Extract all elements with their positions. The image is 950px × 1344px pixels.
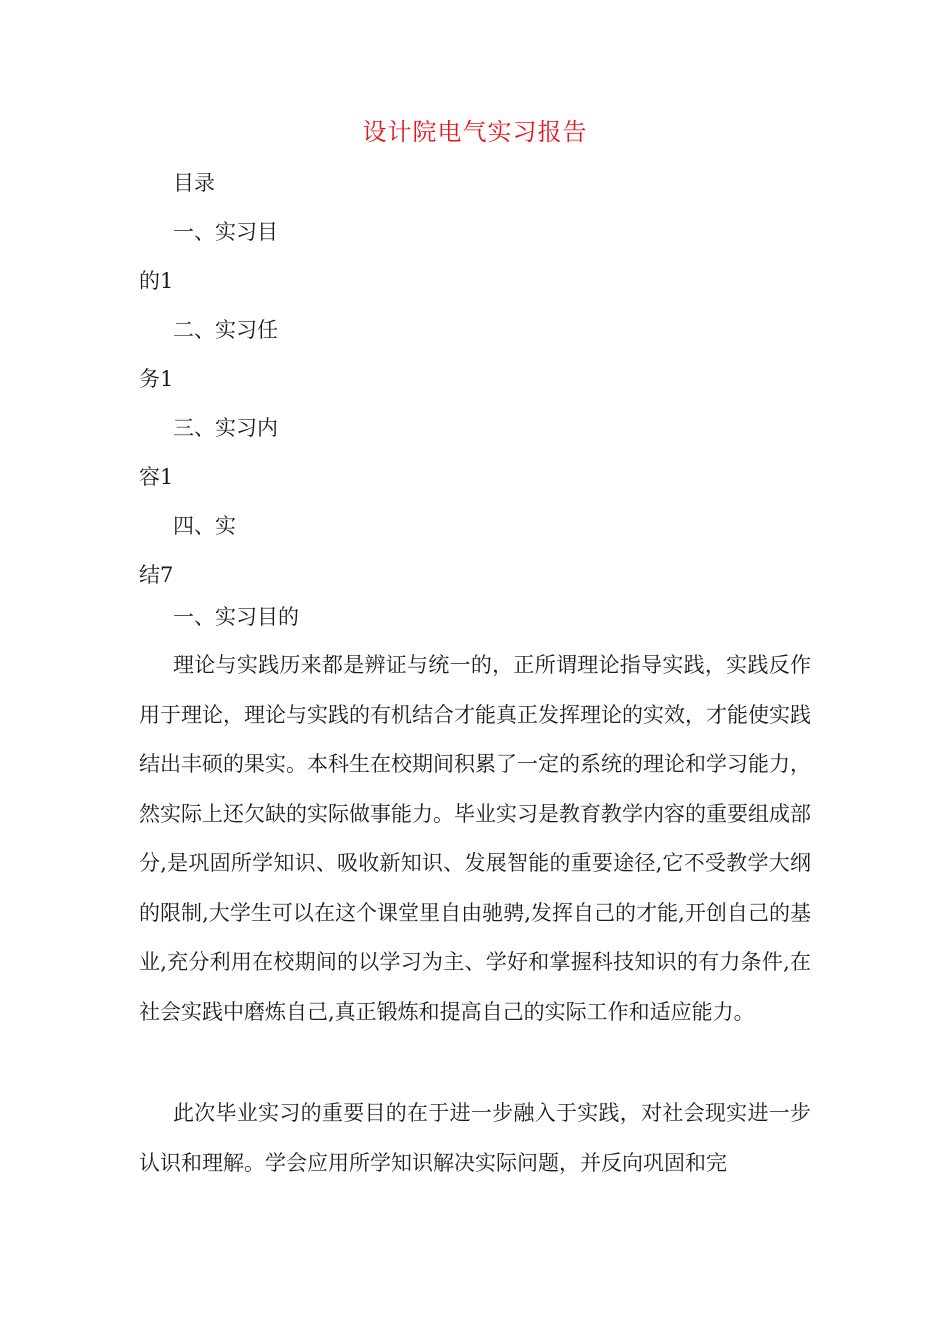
toc-entry-1-part1: 一、实习目: [173, 220, 278, 244]
toc-entry-4-part1: 四、实: [173, 514, 236, 538]
toc-entry-1-part2: 的1: [139, 269, 174, 293]
section-heading: 一、实习目的: [173, 605, 299, 629]
toc-entry-2-part2: 务1: [139, 367, 174, 391]
body-paragraph-2: 此次毕业实习的重要目的在于进一步融入于实践，对社会现实进一步认识和理解。学会应用所学知识解决实际问题，并反向巩固和完: [139, 1101, 811, 1175]
toc-entry-3-part2: 容1: [139, 465, 174, 489]
toc-entry-2-part1: 二、实习任: [173, 318, 278, 342]
document-title: 设计院电气实习报告: [362, 118, 588, 146]
toc-entry-3-part1: 三、实习内: [173, 416, 278, 440]
body-paragraph-1: 理论与实践历来都是辨证与统一的，正所谓理论指导实践，实践反作用于理论，理论与实践的有机结合才能真正发挥理论的实效，才能使实践结出丰硕的果实。本科生在校期间积累了一定的系统的理论和学习能力，然实际上还欠缺的实际做事能力。毕业实习是教育教学内容的重要组成部分,是巩固所学知识、吸收新知识、发展智能的重要途径,它不受教学大纲的限制,大学生可以在这个课堂里自由驰骋,发挥自己的才能,开创自己的基业,充分利用在校期间的以学习为主、学好和掌握科技知识的有力条件,在社会实践中磨炼自己,真正锻炼和提高自己的实际工作和适应能力。: [139, 653, 811, 1024]
toc-heading: 目录: [173, 171, 215, 195]
toc-entry-4-part2: 结7: [139, 563, 174, 587]
